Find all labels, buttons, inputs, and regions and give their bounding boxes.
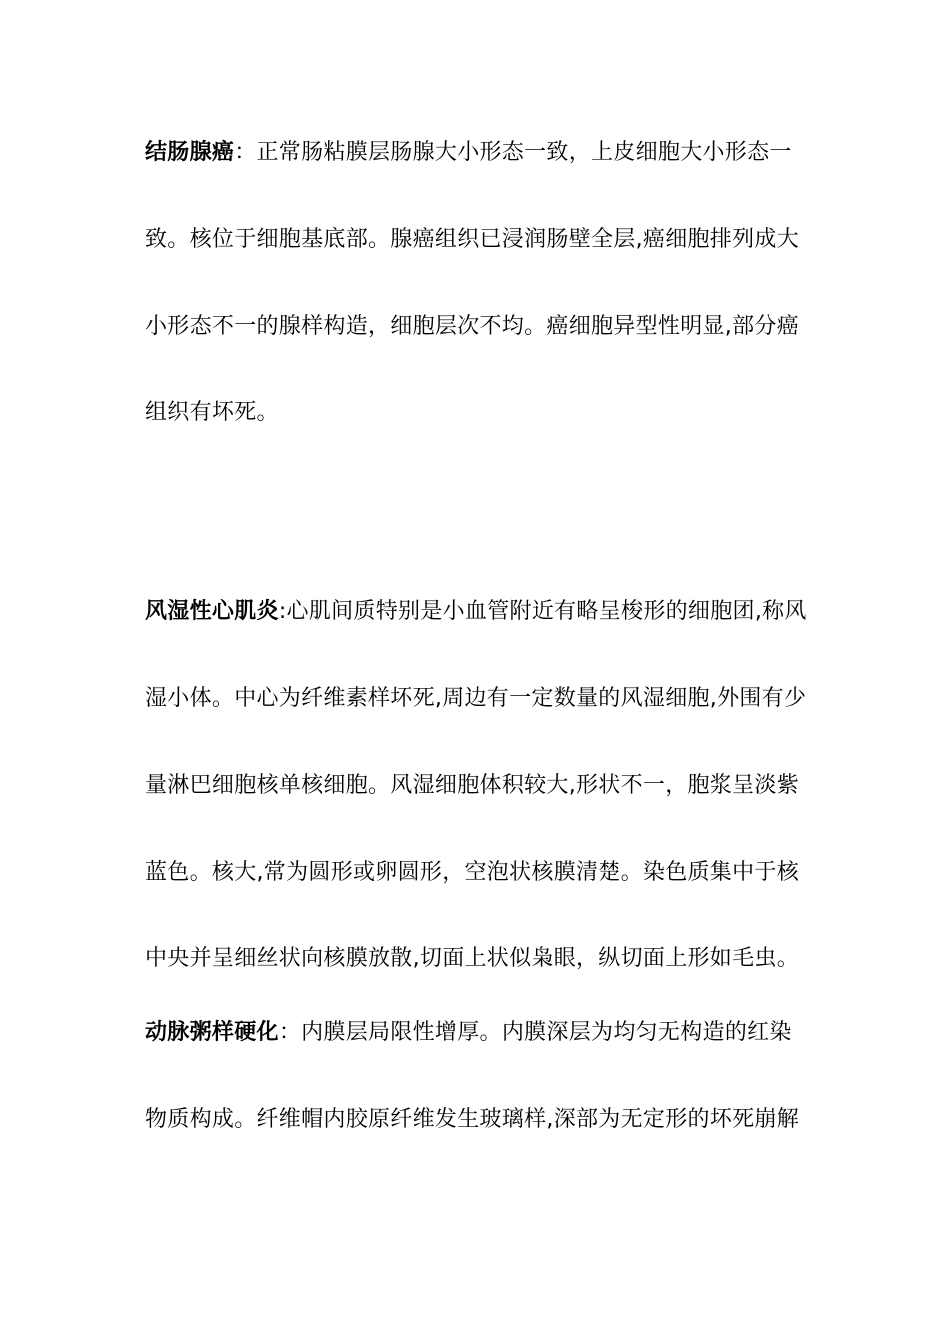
paragraph-2-line-3: 量淋巴细胞核单核细胞。风湿细胞体积较大,形状不一，胞浆呈淡紫 [145,773,799,798]
paragraph-1-line-1 [145,138,825,168]
paragraph-1-term: 结肠腺癌 [145,140,235,165]
paragraph-2-line-4: 蓝色。核大,常为圆形或卵圆形，空泡状核膜清楚。染色质集中于核 [145,860,799,885]
paragraph-3-line-2: 物质构成。纤维帽内胶原纤维发生玻璃样,深部为无定形的坏死崩解 [145,1107,799,1132]
paragraph-2-term: 风湿性心肌炎 [145,599,279,624]
paragraph-3-line-1 [145,1018,825,1048]
paragraph-2-line-1 [145,597,825,627]
paragraph-1-line-3: 小形态不一的腺样构造，细胞层次不均。癌细胞异型性明显,部分癌 [145,314,799,339]
paragraph-2-text: :心肌间质特别是小血管附近有略呈梭形的细胞团,称风 [278,599,807,624]
paragraph-3-term: 动脉粥样硬化 [145,1020,279,1045]
paragraph-1-line-2: 致。核位于细胞基底部。腺癌组织已浸润肠壁全层,癌细胞排列成大 [145,227,799,252]
paragraph-1-line-4: 组织有坏死。 [145,400,279,425]
paragraph-3-text: ：内膜层局限性增厚。内膜深层为均匀无构造的红染 [278,1020,792,1045]
paragraph-2-line-5: 中央并呈细丝状向核膜放散,切面上状似枭眼，纵切面上形如毛虫。 [145,946,799,971]
paragraph-2-line-2: 湿小体。中心为纤维素样坏死,周边有一定数量的风湿细胞,外围有少 [145,686,807,711]
paragraph-1-text: ：正常肠粘膜层肠腺大小形态一致，上皮细胞大小形态一 [234,140,792,165]
